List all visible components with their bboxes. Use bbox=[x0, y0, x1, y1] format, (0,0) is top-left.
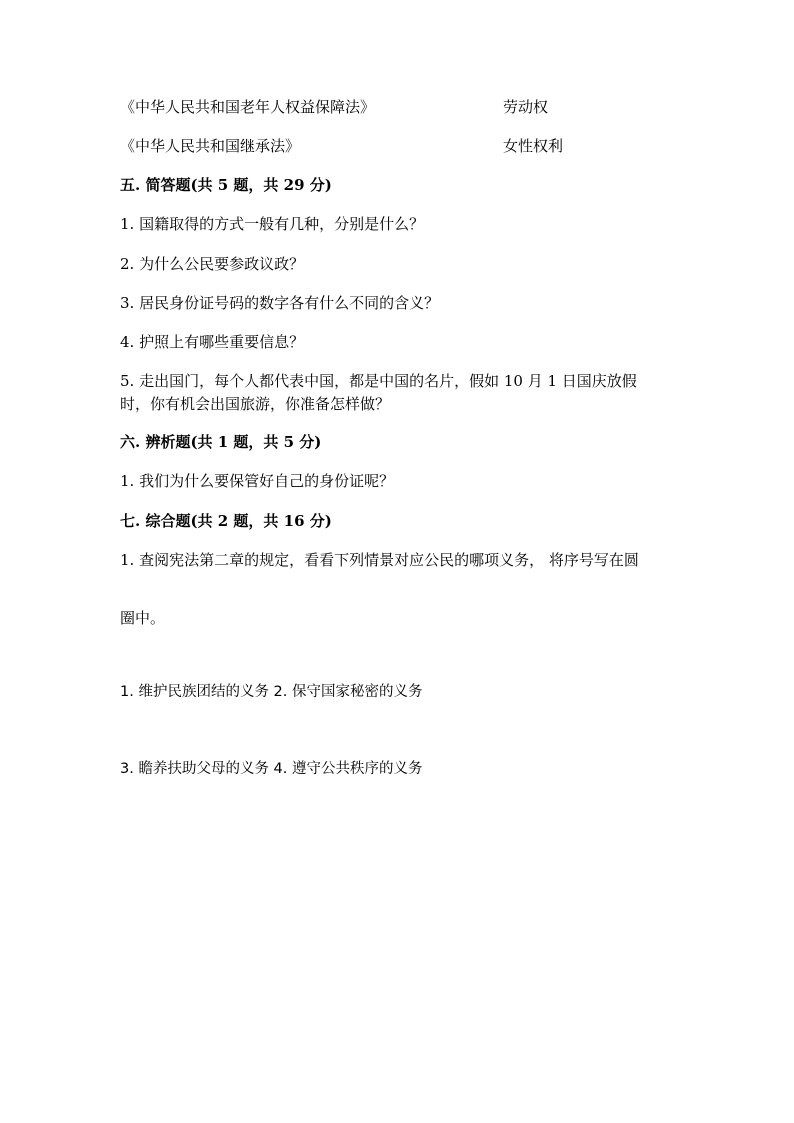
matching-left-2: 《中华人民共和国继承法》 bbox=[120, 137, 301, 155]
section-7-options-line-1: 1. 维护民族团结的义务 2. 保守国家秘密的义务 bbox=[120, 684, 423, 700]
section-5-question-5-line-1: 5. 走出国门，每个人都代表中国，都是中国的名片，假如 10 月 1 日国庆放假 bbox=[120, 372, 637, 390]
section-5-question-2: 2. 为什么公民要参政议政？ bbox=[120, 255, 305, 273]
section-5-question-1: 1. 国籍取得的方式一般有几种，分别是什么？ bbox=[120, 215, 425, 233]
matching-right-2: 女性权利 bbox=[503, 137, 564, 155]
section-5-question-4: 4. 护照上有哪些重要信息？ bbox=[120, 333, 305, 351]
section-7-question-1-line-2: 圈中。 bbox=[120, 609, 166, 627]
section-7-question-1-line-1: 1. 查阅宪法第二章的规定，看看下列情景对应公民的哪项义务， 将序号写在圆 bbox=[120, 551, 639, 569]
section-6-heading: 六. 辨析题(共 1 题，共 5 分) bbox=[120, 433, 322, 451]
section-7-heading: 七. 综合题(共 2 题，共 16 分) bbox=[120, 512, 332, 530]
section-5-question-3: 3. 居民身份证号码的数字各有什么不同的含义？ bbox=[120, 294, 440, 312]
section-5-heading: 五. 简答题(共 5 题，共 29 分) bbox=[120, 176, 332, 194]
matching-left-1: 《中华人民共和国老年人权益保障法》 bbox=[120, 98, 376, 116]
matching-right-1: 劳动权 bbox=[503, 98, 549, 116]
section-6-question-1: 1. 我们为什么要保管好自己的身份证呢？ bbox=[120, 472, 395, 490]
section-7-options-line-2: 3. 瞻养扶助父母的义务 4. 遵守公共秩序的义务 bbox=[120, 761, 423, 777]
section-5-question-5-line-2: 时，你有机会出国旅游，你准备怎样做？ bbox=[120, 395, 391, 413]
